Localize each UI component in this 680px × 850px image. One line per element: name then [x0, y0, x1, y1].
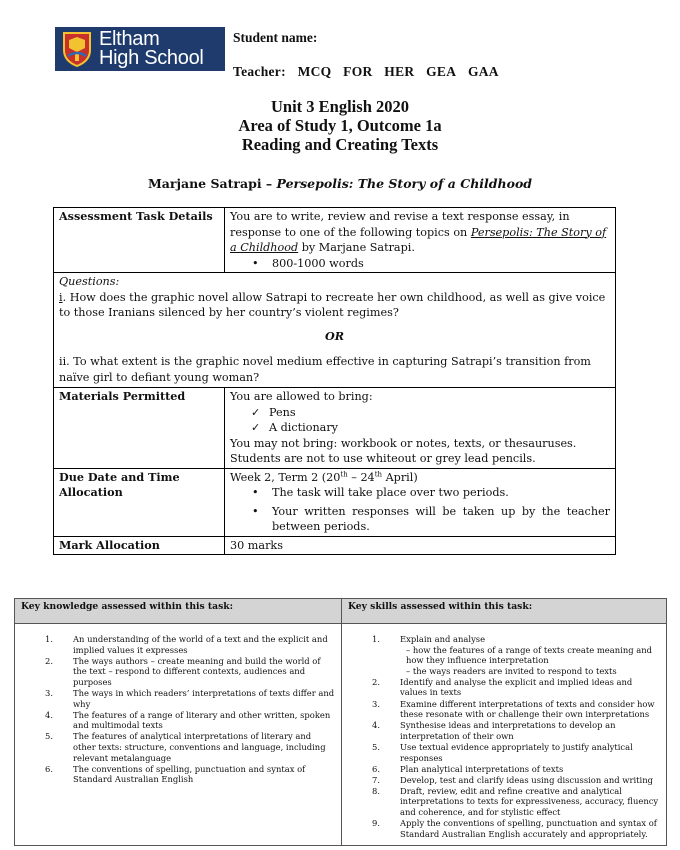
logo-line-1: Eltham	[99, 28, 160, 50]
materials-row	[54, 388, 616, 469]
assessment-table	[53, 207, 616, 555]
due-date-sup: th	[340, 469, 348, 478]
skill-sub-item: – how the features of a range of texts create meaning and how they influence interpretation	[406, 644, 652, 666]
teacher-line	[233, 64, 507, 80]
assessment-details	[225, 208, 616, 273]
teacher-code: FOR	[343, 64, 373, 79]
materials-details	[225, 388, 616, 469]
skill-item-text: Examine different interpretations of texts and consider how these resonate with or challenge their own interpretations	[400, 698, 655, 720]
skill-item: 8. Draft, review, edit and refine creative and analytical interpretations to texts for expressiveness, accuracy, fluency and coherence, and for stylistic effect	[372, 785, 659, 817]
title-line-2: Area of Study 1, Outcome 1a	[238, 116, 442, 135]
key-knowledge-skills-table	[14, 598, 667, 846]
material-item	[248, 420, 610, 436]
knowledge-item-text: An understanding of the world of a text and the explicit and implied values it expresses	[73, 634, 328, 655]
questions-heading: Questions:	[59, 275, 120, 288]
questions-cell	[54, 273, 616, 388]
assessment-text-after: by Marjane Satrapi.	[298, 241, 415, 254]
assessment-text-before: You are to write, review and revise a text response essay, in response to one of the following topics on	[230, 210, 570, 239]
due-date-row	[54, 468, 616, 536]
checkmark-icon: ✓	[251, 405, 261, 419]
questions-row	[54, 273, 616, 388]
key-skills-heading: Key skills assessed within this task:	[342, 599, 667, 624]
skill-item-text: Synthesise ideas and interpretations to develop an interpretation of their own	[400, 720, 616, 741]
word-count-item: • 800-1000 words	[248, 256, 610, 272]
assessment-text-work: Persepolis: The Story of a Childhood	[230, 225, 607, 254]
due-date-item: • Your written responses will be taken up by the teacher between periods.	[248, 504, 610, 535]
assessment-row	[54, 208, 616, 273]
title-line-3: Reading and Creating Texts	[241, 135, 439, 154]
teacher-code: HER	[384, 64, 415, 79]
materials-not-allowed: You may not bring: workbook or notes, texts, or thesauruses.	[230, 436, 577, 450]
skill-item-text: Apply the conventions of spelling, punctuation and syntax of Standard Australian English accurately and appropriately.	[400, 818, 657, 839]
materials-label: Materials Permitted	[54, 388, 225, 469]
key-knowledge-heading: Key knowledge assessed within this task:	[15, 599, 342, 624]
skill-item-text: Identify and analyse the explicit and implied ideas and values in texts	[400, 676, 633, 698]
materials-intro: You are allowed to bring:	[230, 390, 373, 403]
mark-allocation-value: 30 marks	[225, 536, 616, 555]
knowledge-item: 3. The ways in which readers’ interpretations of texts differ and why	[45, 687, 335, 709]
knowledge-item-text: The conventions of spelling, punctuation and syntax of Standard Australian English	[73, 763, 306, 785]
due-date-part: Week 2, Term 2 (20	[230, 470, 341, 484]
knowledge-item-text: The features of a range of literary and other written, spoken and multimodal texts	[73, 709, 331, 731]
document-title	[0, 97, 680, 154]
due-date-item: • The task will take place over two periods.	[248, 485, 610, 501]
logo-text	[99, 30, 204, 68]
material-item-label: Pens	[269, 405, 296, 419]
skill-item-text: Use textual evidence appropriately to justify analytical responses	[400, 741, 633, 763]
question-2: ii. To what extent is the graphic novel medium effective in capturing Satrapi’s transition from naïve girl to defiant young woman?	[59, 355, 591, 384]
due-date-bullets	[230, 485, 610, 535]
skill-item: 5. Use textual evidence appropriately to justify analytical responses	[372, 741, 633, 763]
due-date-label: Due Date and Time Allocation	[54, 468, 225, 536]
ks-body-row	[15, 624, 667, 846]
skill-item: 1. Explain and analyse – how the features of a range of texts create meaning and how they influence interpretation – the ways readers are invited to respond to texts	[348, 634, 660, 676]
materials-list	[230, 405, 610, 436]
title-line-1: Unit 3 English 2020	[271, 97, 409, 116]
skill-item-text: Plan analytical interpretations of texts	[400, 763, 564, 774]
due-date-when	[230, 470, 610, 486]
text-subtitle	[0, 176, 680, 191]
material-item-label: A dictionary	[269, 421, 338, 434]
key-knowledge-cell	[15, 624, 342, 846]
teacher-label: Teacher:	[233, 64, 286, 79]
skill-item: 7. Develop, test and clarify ideas using discussion and writing	[372, 774, 653, 785]
knowledge-item: 6. The conventions of spelling, punctuation and syntax of Standard Australian English	[45, 763, 306, 785]
due-date-sup: th	[374, 469, 383, 478]
school-logo	[55, 27, 225, 71]
teacher-code: GEA	[426, 64, 457, 79]
logo-line-2: High School	[99, 47, 204, 69]
knowledge-item-text: The features of analytical interpretations of literary and other texts: structure, conventions and language, including relevant metalanguage	[73, 731, 326, 763]
due-date-part: – 24	[347, 470, 375, 484]
skill-item-text: Draft, review, edit and refine creative and analytical interpretations to texts for expressiveness, accuracy, fluency and coherence, and for stylistic effect	[400, 785, 659, 817]
skill-sub-item: – the ways readers are invited to respond to texts	[406, 665, 617, 676]
key-knowledge-list	[21, 634, 335, 785]
or-divider: OR	[324, 328, 345, 343]
skill-item: 4. Synthesise ideas and interpretations to develop an interpretation of their own	[372, 720, 616, 741]
student-name-label: Student name:	[233, 30, 318, 45]
material-item	[248, 405, 610, 421]
materials-whiteout: Students are not to use whiteout or grey lead pencils.	[230, 452, 536, 465]
subtitle-author: Marjane Satrapi –	[147, 176, 277, 191]
skill-item-text: Explain and analyse	[400, 634, 486, 644]
knowledge-item: 1. An understanding of the world of a text and the explicit and implied values it expresses	[45, 634, 328, 655]
subtitle-work: Persepolis: The Story of a Childhood	[276, 176, 533, 191]
assessment-bullets	[230, 256, 610, 272]
checkmark-icon: ✓	[251, 421, 261, 434]
due-date-part: April)	[382, 470, 418, 484]
knowledge-item: 2. The ways authors – create meaning and build the world of the text – respond to different contexts, audiences and purposes	[45, 655, 321, 687]
question-1-text: . How does the graphic novel allow Satrapi to recreate her own childhood, as well as give voice to those Iranians silenced by her country’s violent regimes?	[59, 290, 606, 319]
question-1	[59, 290, 610, 321]
skill-item: 9. Apply the conventions of spelling, punctuation and syntax of Standard Australian English accurately and appropriately.	[372, 818, 657, 839]
question-1-number: i	[59, 290, 63, 304]
knowledge-item-text: The ways in which readers’ interpretations of texts differ and why	[73, 687, 335, 709]
key-skills-list	[348, 634, 660, 839]
assessment-label: Assessment Task Details	[54, 208, 225, 273]
due-date-details	[225, 468, 616, 536]
knowledge-item: 4. The features of a range of literary and other written, spoken and multimodal texts	[45, 709, 331, 731]
teacher-code: GAA	[467, 64, 499, 79]
skill-item: 6. Plan analytical interpretations of texts	[372, 763, 564, 774]
knowledge-item: 5. The features of analytical interpretations of literary and other texts: structure, conventions and language, including relevant metalanguage	[45, 731, 326, 763]
knowledge-item-text: The ways authors – create meaning and build the world of the text – respond to different contexts, audiences and purposes	[73, 655, 321, 687]
mark-allocation-label: Mark Allocation	[54, 536, 225, 555]
mark-allocation-row	[54, 536, 616, 555]
skill-item: 2. Identify and analyse the explicit and implied ideas and values in texts	[372, 676, 633, 698]
key-skills-cell	[342, 624, 667, 846]
school-crest-icon	[61, 30, 93, 68]
ks-header-row	[15, 599, 667, 624]
skill-item-text: Develop, test and clarify ideas using discussion and writing	[400, 774, 653, 785]
teacher-code: MCQ	[297, 64, 332, 79]
skill-item: 3. Examine different interpretations of texts and consider how these resonate with or challenge their own interpretations	[372, 698, 655, 720]
